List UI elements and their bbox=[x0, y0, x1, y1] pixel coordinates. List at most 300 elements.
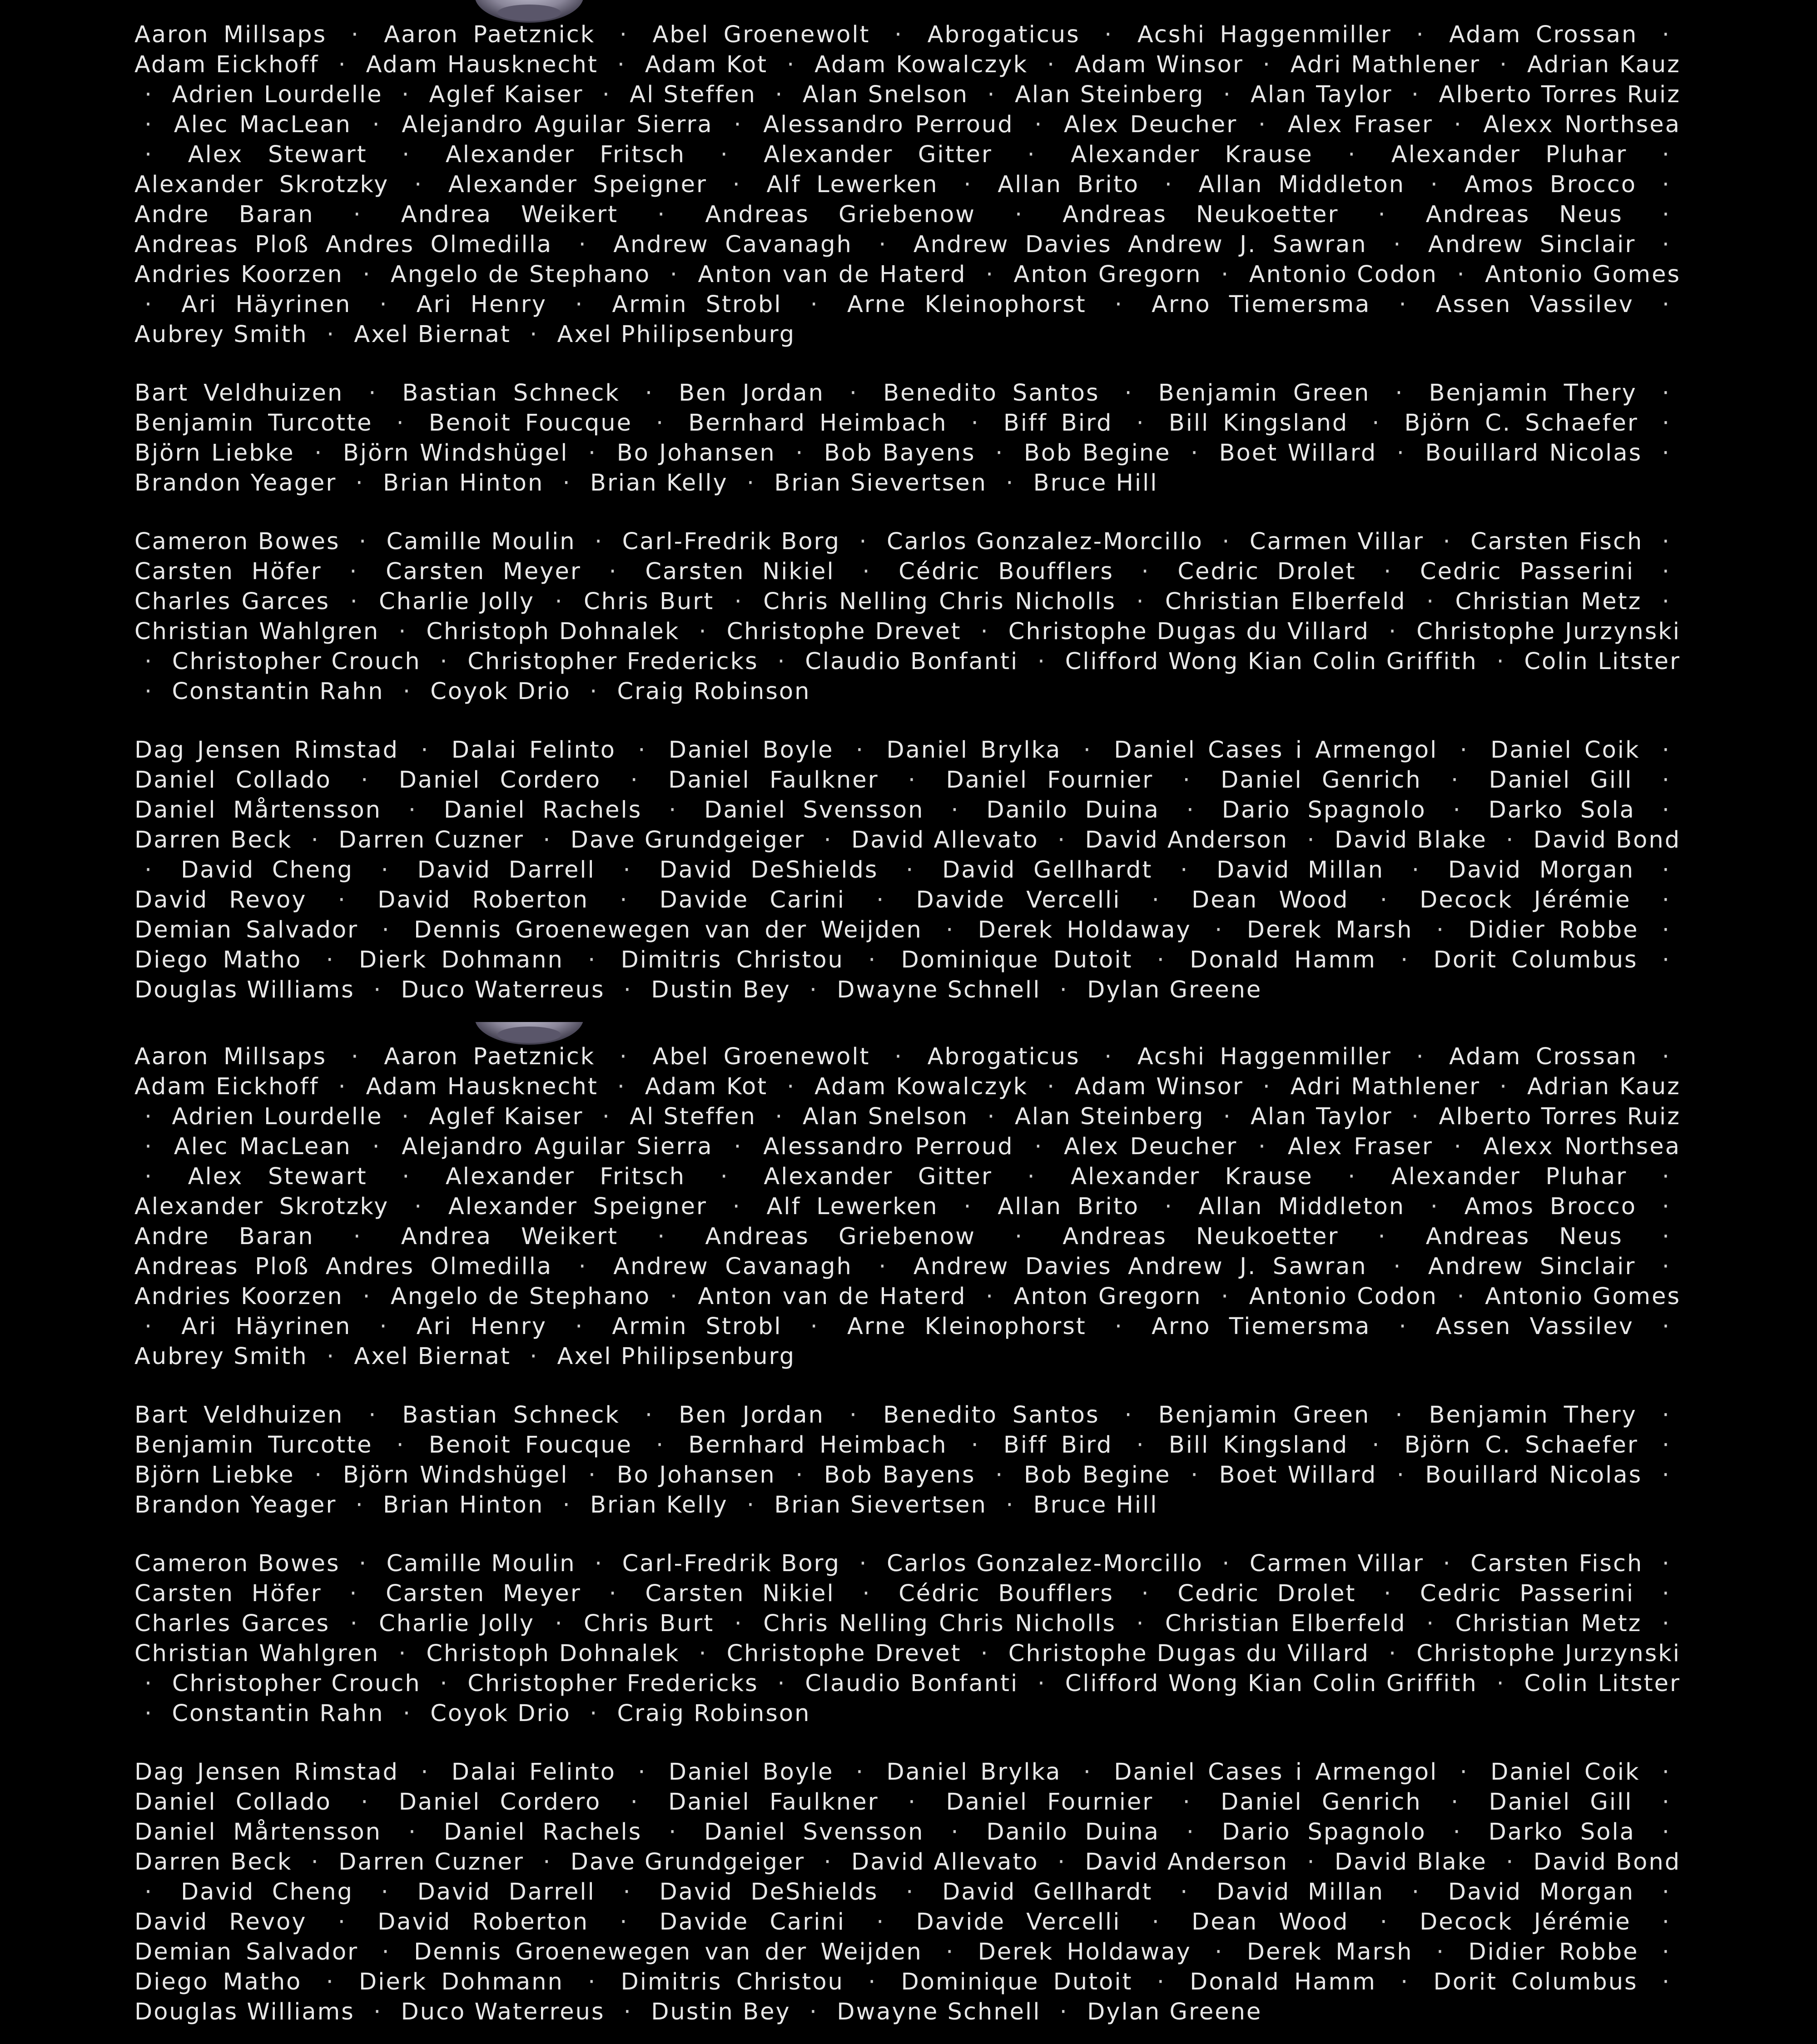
credit-name: Daniel Collado bbox=[134, 767, 332, 794]
credit-name: Daniel Brylka bbox=[886, 737, 1062, 764]
separator-dot: · bbox=[358, 528, 368, 555]
credit-name: Charles Garces bbox=[134, 588, 330, 615]
separator-dot: · bbox=[1190, 1462, 1200, 1488]
separator-dot: · bbox=[1221, 1283, 1230, 1310]
separator-dot: · bbox=[1307, 1849, 1316, 1875]
separator-dot: · bbox=[908, 1789, 917, 1816]
credit-name: Daniel Genrich bbox=[1221, 1789, 1422, 1816]
credit-name: Davide Vercelli bbox=[916, 1909, 1121, 1935]
separator-dot: · bbox=[1380, 1909, 1389, 1935]
credit-name: Allan Middleton bbox=[1198, 171, 1405, 198]
separator-dot: · bbox=[1372, 1432, 1381, 1459]
separator-dot: · bbox=[1152, 1909, 1161, 1935]
credit-name: Axel Philipsenburg bbox=[557, 321, 796, 348]
separator-dot: · bbox=[868, 1969, 877, 1995]
credit-name: Bob Bayens bbox=[824, 1462, 976, 1488]
credit-name: Alexander Gitter bbox=[764, 141, 993, 168]
credit-name: Christian Metz bbox=[1455, 1610, 1642, 1637]
credit-name: Christophe Drevet bbox=[726, 618, 962, 645]
separator-dot: · bbox=[638, 737, 647, 764]
credit-name: Alexander Fritsch bbox=[445, 1163, 686, 1190]
credit-name: Daniel Gill bbox=[1489, 1789, 1633, 1816]
separator-dot: · bbox=[1348, 141, 1357, 168]
credit-name: Carsten Fisch bbox=[1470, 1550, 1643, 1577]
credits-list bbox=[134, 20, 1681, 1022]
separator-dot: · bbox=[655, 1432, 665, 1459]
separator-dot: · bbox=[734, 1133, 743, 1160]
separator-dot: · bbox=[1223, 81, 1232, 108]
credit-name: Dimitris Christou bbox=[621, 1969, 844, 1995]
separator-dot: · bbox=[1416, 1043, 1425, 1070]
separator-dot: · bbox=[338, 51, 347, 78]
credit-name: David Gellhardt bbox=[942, 1879, 1153, 1905]
separator-dot: · bbox=[1047, 51, 1056, 78]
separator-dot: · bbox=[595, 1550, 604, 1577]
credit-name: Derek Marsh bbox=[1246, 917, 1413, 943]
separator-dot: · bbox=[401, 1103, 411, 1130]
credit-name: Armin Strobl bbox=[612, 291, 782, 318]
separator-dot: · bbox=[619, 21, 629, 48]
credit-name: Bouillard Nicolas bbox=[1425, 1462, 1643, 1488]
credit-name: Daniel Collado bbox=[134, 1789, 332, 1816]
separator-dot: · bbox=[353, 1223, 362, 1250]
credit-name: Carsten Meyer bbox=[386, 558, 581, 585]
separator-dot: · bbox=[1430, 1193, 1440, 1220]
credit-name: Andrew Davies Andrew J. Sawran bbox=[913, 1253, 1367, 1280]
credit-name: Daniel Faulkner bbox=[668, 1789, 879, 1816]
credit-name: Aaron Paetznick bbox=[384, 1043, 596, 1070]
separator-dot: · bbox=[1662, 1580, 1671, 1607]
credit-name: Björn C. Schaefer bbox=[1404, 410, 1638, 437]
separator-dot: · bbox=[1083, 737, 1092, 764]
credit-name: Axel Philipsenburg bbox=[557, 1343, 796, 1370]
separator-dot: · bbox=[1258, 1133, 1267, 1160]
separator-dot: · bbox=[810, 291, 819, 318]
credit-name: Cédric Boufflers bbox=[899, 558, 1114, 585]
separator-dot: · bbox=[368, 1402, 377, 1429]
credit-name: Dario Spagnolo bbox=[1221, 797, 1426, 824]
separator-dot: · bbox=[699, 1640, 708, 1667]
credit-name: Adam Hausknecht bbox=[366, 1073, 598, 1100]
credit-name: Adrien Lourdelle bbox=[172, 1103, 383, 1130]
credit-name: Decock Jérémie bbox=[1420, 1909, 1631, 1935]
credit-name: Charlie Jolly bbox=[379, 1610, 535, 1637]
credit-name: Benjamin Thery bbox=[1429, 1402, 1637, 1429]
separator-dot: · bbox=[824, 1849, 833, 1875]
separator-dot: · bbox=[609, 558, 618, 585]
credit-name: Derek Holdaway bbox=[978, 917, 1191, 943]
separator-dot: · bbox=[1443, 528, 1452, 555]
separator-dot: · bbox=[995, 1462, 1004, 1488]
separator-dot: · bbox=[1164, 171, 1173, 198]
separator-dot: · bbox=[1411, 1103, 1420, 1130]
credit-name: Didier Robbe bbox=[1468, 917, 1639, 943]
credit-name: Claudio Bonfanti bbox=[805, 1670, 1019, 1697]
credit-name: Daniel Mårtensson bbox=[134, 1819, 382, 1846]
credit-name: Adam Kowalczyk bbox=[814, 1073, 1028, 1100]
credit-name: Demian Salvador bbox=[134, 1939, 359, 1965]
credit-name: Andre Baran bbox=[134, 1223, 314, 1250]
credit-name: Björn Liebke bbox=[134, 440, 295, 466]
separator-dot: · bbox=[980, 1640, 989, 1667]
separator-dot: · bbox=[645, 1402, 654, 1429]
credit-name: Alexander Skrotzky bbox=[134, 1193, 389, 1220]
credit-name: Andreas Ploß Andres Olmedilla bbox=[134, 1253, 553, 1280]
credit-name: David Anderson bbox=[1085, 827, 1289, 853]
credit-name: Davide Vercelli bbox=[916, 887, 1121, 913]
credit-name: David Allevato bbox=[851, 827, 1039, 853]
credit-name: Alexander Speigner bbox=[448, 1193, 707, 1220]
separator-dot: · bbox=[1348, 1163, 1357, 1190]
credit-name: Benjamin Turcotte bbox=[134, 1432, 373, 1459]
credit-name: Alexander Skrotzky bbox=[134, 171, 389, 198]
credit-name: Christopher Fredericks bbox=[467, 648, 759, 675]
credit-name: Craig Robinson bbox=[617, 1700, 811, 1727]
separator-dot: · bbox=[1015, 1223, 1024, 1250]
separator-dot: · bbox=[353, 201, 362, 228]
separator-dot: · bbox=[645, 380, 654, 407]
credit-name: Constantin Rahn bbox=[172, 678, 384, 705]
separator-dot: · bbox=[1399, 1313, 1408, 1340]
credit-name: Douglas Williams bbox=[134, 977, 355, 1003]
credit-name: Bob Begine bbox=[1023, 440, 1171, 466]
separator-dot: · bbox=[144, 291, 154, 318]
separator-dot: · bbox=[1460, 1759, 1469, 1786]
separator-dot: · bbox=[575, 1313, 584, 1340]
separator-dot: · bbox=[1453, 797, 1462, 824]
separator-dot: · bbox=[421, 737, 430, 764]
separator-dot: · bbox=[1384, 558, 1393, 585]
separator-dot: · bbox=[971, 410, 980, 437]
separator-dot: · bbox=[530, 1343, 539, 1370]
separator-dot: · bbox=[963, 1193, 973, 1220]
separator-dot: · bbox=[396, 410, 405, 437]
separator-dot: · bbox=[361, 1789, 370, 1816]
credit-name: Amos Brocco bbox=[1464, 171, 1637, 198]
separator-dot: · bbox=[1416, 21, 1425, 48]
separator-dot: · bbox=[795, 1462, 804, 1488]
separator-dot: · bbox=[670, 1283, 679, 1310]
credit-name: Abrogaticus bbox=[927, 1043, 1080, 1070]
credit-name: Al Steffen bbox=[630, 1103, 756, 1130]
separator-dot: · bbox=[1396, 1462, 1405, 1488]
credit-name: Alex Fraser bbox=[1287, 1133, 1433, 1160]
credit-name: Christoph Dohnalek bbox=[426, 1640, 680, 1667]
separator-dot: · bbox=[555, 588, 564, 615]
credit-name: Carsten Meyer bbox=[386, 1580, 581, 1607]
separator-dot: · bbox=[1496, 648, 1505, 675]
separator-dot: · bbox=[1152, 887, 1161, 913]
separator-dot: · bbox=[734, 111, 743, 138]
separator-dot: · bbox=[1411, 81, 1420, 108]
credit-name: Acshi Haggenmiller bbox=[1137, 21, 1392, 48]
separator-dot: · bbox=[1059, 1999, 1068, 2025]
credit-name: Alan Snelson bbox=[802, 81, 969, 108]
separator-dot: · bbox=[787, 1073, 796, 1100]
separator-dot: · bbox=[588, 947, 597, 973]
credit-name: Alex Deucher bbox=[1064, 111, 1238, 138]
separator-dot: · bbox=[1662, 1402, 1671, 1429]
separator-dot: · bbox=[1186, 797, 1195, 824]
credit-name: David DeShields bbox=[659, 1879, 879, 1905]
credit-name: Duco Waterreus bbox=[401, 977, 605, 1003]
separator-dot: · bbox=[1662, 737, 1671, 764]
separator-dot: · bbox=[1136, 1432, 1145, 1459]
separator-dot: · bbox=[314, 440, 323, 466]
separator-dot: · bbox=[876, 887, 885, 913]
credit-name: Carl-Fredrik Borg bbox=[622, 528, 840, 555]
credit-name: Dario Spagnolo bbox=[1221, 1819, 1426, 1846]
credit-name: Bruce Hill bbox=[1033, 470, 1158, 496]
separator-dot: · bbox=[630, 767, 639, 794]
separator-dot: · bbox=[1662, 917, 1671, 943]
separator-dot: · bbox=[562, 1492, 571, 1518]
credit-name: Daniel Faulkner bbox=[668, 767, 879, 794]
separator-dot: · bbox=[775, 81, 784, 108]
credit-name: Dimitris Christou bbox=[621, 947, 844, 973]
separator-dot: · bbox=[1499, 51, 1509, 78]
credit-name: Alex Stewart bbox=[188, 1163, 367, 1190]
credit-name: Antonio Gomes bbox=[1485, 1283, 1681, 1310]
credit-name: Decock Jérémie bbox=[1420, 887, 1631, 913]
separator-dot: · bbox=[144, 678, 154, 705]
credit-name: Andrew Cavanagh bbox=[613, 1253, 853, 1280]
credit-name: Carsten Nikiel bbox=[645, 558, 835, 585]
credit-name: David Revoy bbox=[134, 1909, 307, 1935]
credit-name: Alf Lewerken bbox=[766, 1193, 938, 1220]
separator-dot: · bbox=[1006, 470, 1015, 496]
separator-dot: · bbox=[1222, 528, 1231, 555]
separator-dot: · bbox=[1393, 231, 1402, 258]
credit-name: Adam Crossan bbox=[1449, 1043, 1638, 1070]
credit-name: Darren Beck bbox=[134, 827, 293, 853]
credit-name: Carsten Höfer bbox=[134, 1580, 322, 1607]
credit-name: Andreas Ploß Andres Olmedilla bbox=[134, 231, 553, 258]
separator-dot: · bbox=[372, 111, 381, 138]
credit-name: Bart Veldhuizen bbox=[134, 380, 344, 407]
separator-dot: · bbox=[595, 528, 604, 555]
separator-dot: · bbox=[746, 1492, 756, 1518]
separator-dot: · bbox=[987, 1103, 996, 1130]
credit-name: Carsten Fisch bbox=[1470, 528, 1643, 555]
separator-dot: · bbox=[1662, 1462, 1671, 1488]
credit-name: Antonio Gomes bbox=[1485, 261, 1681, 288]
separator-dot: · bbox=[575, 291, 584, 318]
separator-dot: · bbox=[987, 81, 996, 108]
separator-dot: · bbox=[350, 1610, 359, 1637]
credit-name: Claudio Bonfanti bbox=[805, 648, 1019, 675]
separator-dot: · bbox=[1396, 440, 1405, 466]
credit-name: Cedric Passerini bbox=[1420, 1580, 1635, 1607]
credit-name: Aglef Kaiser bbox=[429, 1103, 584, 1130]
separator-dot: · bbox=[373, 977, 382, 1003]
separator-dot: · bbox=[144, 1103, 154, 1130]
credit-name: Craig Robinson bbox=[617, 678, 811, 705]
separator-dot: · bbox=[894, 1043, 904, 1070]
separator-dot: · bbox=[355, 1492, 364, 1518]
separator-dot: · bbox=[1006, 1492, 1015, 1518]
separator-dot: · bbox=[1180, 1879, 1189, 1905]
credit-name: Daniel Cordero bbox=[398, 767, 601, 794]
separator-dot: · bbox=[1662, 1789, 1671, 1816]
separator-dot: · bbox=[368, 380, 377, 407]
credit-name: Dag Jensen Rimstad bbox=[134, 737, 399, 764]
separator-dot: · bbox=[963, 171, 973, 198]
credit-name: David Revoy bbox=[134, 887, 307, 913]
credit-name: Brian Hinton bbox=[383, 1492, 544, 1518]
credit-name: Dierk Dohmann bbox=[359, 947, 564, 973]
separator-dot: · bbox=[379, 1313, 388, 1340]
separator-dot: · bbox=[1506, 1849, 1515, 1875]
credit-name: Daniel Fournier bbox=[946, 1789, 1154, 1816]
separator-dot: · bbox=[338, 1909, 347, 1935]
credit-name: Andrea Weikert bbox=[401, 201, 619, 228]
separator-dot: · bbox=[609, 1580, 618, 1607]
separator-dot: · bbox=[326, 947, 335, 973]
credit-name: Christophe Drevet bbox=[726, 1640, 962, 1667]
separator-dot: · bbox=[657, 1223, 666, 1250]
separator-dot: · bbox=[1457, 1283, 1466, 1310]
separator-dot: · bbox=[1157, 947, 1166, 973]
credit-name: Clifford Wong Kian Colin Griffith bbox=[1065, 1670, 1478, 1697]
separator-dot: · bbox=[408, 797, 417, 824]
credit-name: Daniel Rachels bbox=[443, 1819, 642, 1846]
credit-name: Brian Kelly bbox=[590, 1492, 728, 1518]
credit-name: Andrew Sinclair bbox=[1428, 231, 1636, 258]
separator-dot: · bbox=[144, 111, 154, 138]
separator-dot: · bbox=[1662, 1193, 1671, 1220]
credit-name: David Cheng bbox=[180, 1879, 353, 1905]
separator-dot: · bbox=[971, 1432, 980, 1459]
separator-dot: · bbox=[1662, 767, 1671, 794]
credit-name: Darren Cuzner bbox=[338, 1849, 524, 1875]
credit-name: Diego Matho bbox=[134, 1969, 302, 1995]
separator-dot: · bbox=[1426, 1610, 1435, 1637]
credit-name: Andrew Cavanagh bbox=[613, 231, 853, 258]
credit-name: Christian Elberfeld bbox=[1165, 588, 1406, 615]
credit-name: Dylan Greene bbox=[1087, 977, 1262, 1003]
separator-dot: · bbox=[795, 440, 804, 466]
credit-name: Daniel Coik bbox=[1490, 737, 1640, 764]
separator-dot: · bbox=[1222, 1550, 1231, 1577]
separator-dot: · bbox=[373, 1999, 382, 2025]
credit-name: Adrien Lourdelle bbox=[172, 81, 383, 108]
separator-dot: · bbox=[1378, 201, 1387, 228]
separator-dot: · bbox=[1104, 21, 1113, 48]
credit-name: Anton Gregorn bbox=[1013, 1283, 1202, 1310]
separator-dot: · bbox=[326, 1343, 336, 1370]
separator-dot: · bbox=[1662, 21, 1671, 48]
separator-dot: · bbox=[1662, 380, 1671, 407]
separator-dot: · bbox=[1136, 1610, 1145, 1637]
credit-name: Benoit Foucque bbox=[428, 1432, 632, 1459]
credit-name: Bastian Schneck bbox=[402, 380, 620, 407]
separator-dot: · bbox=[1451, 1789, 1460, 1816]
separator-dot: · bbox=[401, 81, 411, 108]
credit-name: Demian Salvador bbox=[134, 917, 359, 943]
separator-dot: · bbox=[311, 1849, 320, 1875]
separator-dot: · bbox=[951, 797, 960, 824]
separator-dot: · bbox=[590, 678, 599, 705]
credit-name: Bernhard Heimbach bbox=[688, 1432, 948, 1459]
separator-dot: · bbox=[1015, 201, 1024, 228]
separator-dot: · bbox=[562, 470, 571, 496]
separator-dot: · bbox=[398, 1640, 407, 1667]
credit-name: Daniel Svensson bbox=[704, 1819, 924, 1846]
credit-name: Dalai Felinto bbox=[451, 1759, 616, 1786]
separator-dot: · bbox=[868, 947, 877, 973]
credit-name: Dave Grundgeiger bbox=[570, 827, 805, 853]
credit-name: Daniel Cases i Armengol bbox=[1114, 1759, 1438, 1786]
credit-name: Alexx Northsea bbox=[1483, 111, 1681, 138]
credit-name: Dwayne Schnell bbox=[837, 1999, 1041, 2025]
separator-dot: · bbox=[862, 558, 871, 585]
credit-name: Andreas Griebenow bbox=[705, 1223, 976, 1250]
credit-name: Adri Mathlener bbox=[1290, 51, 1481, 78]
separator-dot: · bbox=[1037, 1670, 1047, 1697]
separator-dot: · bbox=[655, 410, 665, 437]
separator-dot: · bbox=[1662, 201, 1671, 228]
separator-dot: · bbox=[530, 321, 539, 348]
credit-name: Chris Nelling Chris Nicholls bbox=[763, 1610, 1117, 1637]
credit-name: Dominique Dutoit bbox=[901, 1969, 1133, 1995]
credit-name: Benedito Santos bbox=[883, 1402, 1100, 1429]
credit-name: Adam Winsor bbox=[1075, 1073, 1244, 1100]
credit-name: Alan Steinberg bbox=[1014, 81, 1205, 108]
separator-dot: · bbox=[1662, 1610, 1671, 1637]
credit-name: Carlos Gonzalez-Morcillo bbox=[887, 528, 1203, 555]
separator-dot: · bbox=[381, 1879, 390, 1905]
credit-name: Douglas Williams bbox=[134, 1999, 355, 2025]
separator-dot: · bbox=[1662, 1909, 1671, 1935]
credit-name: Andreas Neukoetter bbox=[1062, 201, 1339, 228]
credit-name: Cameron Bowes bbox=[134, 528, 340, 555]
credit-name: Alexander Gitter bbox=[764, 1163, 993, 1190]
credit-name: Alan Taylor bbox=[1251, 1103, 1393, 1130]
credit-name: Davide Carini bbox=[659, 887, 845, 913]
separator-dot: · bbox=[1662, 528, 1671, 555]
separator-dot: · bbox=[1380, 887, 1389, 913]
credit-name: David DeShields bbox=[659, 857, 879, 883]
credit-name: Alexander Krause bbox=[1071, 1163, 1313, 1190]
credit-name: Alejandro Aguilar Sierra bbox=[402, 1133, 713, 1160]
separator-dot: · bbox=[311, 827, 320, 853]
separator-dot: · bbox=[985, 1283, 995, 1310]
credit-name: Dag Jensen Rimstad bbox=[134, 1759, 399, 1786]
credit-name: David Millan bbox=[1216, 857, 1385, 883]
separator-dot: · bbox=[1662, 1759, 1671, 1786]
separator-dot: · bbox=[588, 440, 597, 466]
credit-name: David Allevato bbox=[851, 1849, 1039, 1875]
separator-dot: · bbox=[787, 51, 796, 78]
credit-name: Aubrey Smith bbox=[134, 1343, 308, 1370]
separator-dot: · bbox=[362, 261, 372, 288]
credit-name: Cameron Bowes bbox=[134, 1550, 340, 1577]
separator-dot: · bbox=[1662, 857, 1671, 883]
separator-dot: · bbox=[144, 141, 154, 168]
credit-name: Assen Vassilev bbox=[1435, 291, 1634, 318]
separator-dot: · bbox=[1307, 827, 1316, 853]
separator-dot: · bbox=[734, 588, 743, 615]
separator-dot: · bbox=[1399, 291, 1408, 318]
separator-dot: · bbox=[408, 1819, 417, 1846]
separator-dot: · bbox=[382, 1939, 391, 1965]
separator-dot: · bbox=[1662, 291, 1671, 318]
separator-dot: · bbox=[1393, 1253, 1402, 1280]
separator-dot: · bbox=[619, 1043, 629, 1070]
credit-name: Camille Moulin bbox=[386, 528, 576, 555]
credits-section-c bbox=[134, 527, 1681, 707]
